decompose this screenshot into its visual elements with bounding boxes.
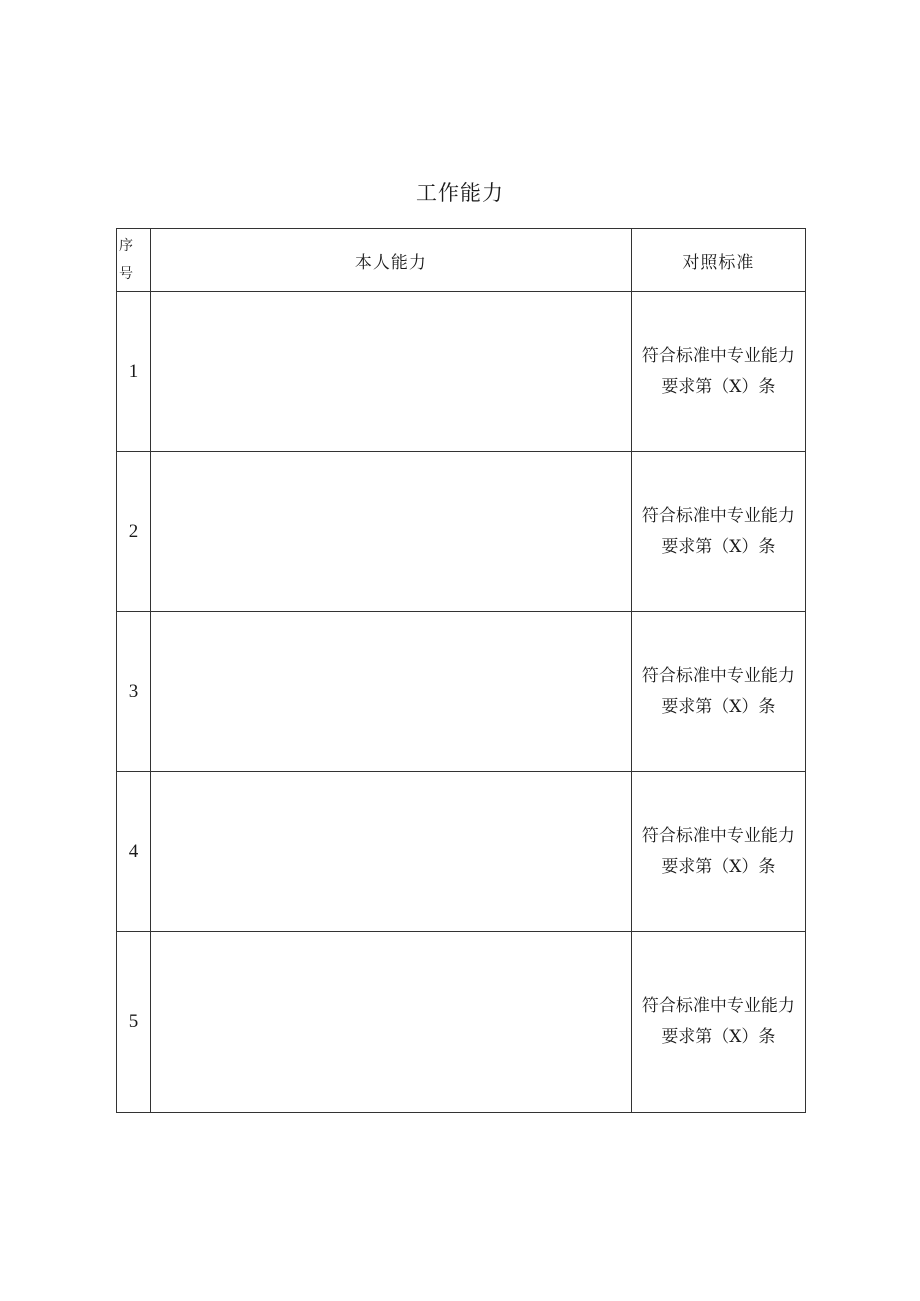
row-num-cell: 4 xyxy=(117,772,151,932)
header-num-line2: 号 xyxy=(119,266,133,282)
row-standard-cell xyxy=(631,452,805,612)
ability-table xyxy=(116,228,806,1113)
row-num-cell: 1 xyxy=(117,292,151,452)
header-ability-cell: 本人能力 xyxy=(151,229,632,292)
row-standard-line2: 要求第（X）条 xyxy=(661,536,776,557)
row-standard-line2: 要求第（X）条 xyxy=(661,696,776,717)
row-standard-line2: 要求第（X）条 xyxy=(661,376,776,397)
row-ability-cell[interactable] xyxy=(151,612,632,772)
row-standard-line1: 符合标准中专业能力 xyxy=(641,825,795,846)
row-standard-line1: 符合标准中专业能力 xyxy=(641,505,795,526)
row-ability-cell[interactable] xyxy=(151,772,632,932)
header-num-cell xyxy=(117,229,151,292)
row-standard-cell xyxy=(631,772,805,932)
row-ability-cell[interactable] xyxy=(151,932,632,1113)
row-standard-line2: 要求第（X）条 xyxy=(661,856,776,877)
row-standard-line1: 符合标准中专业能力 xyxy=(641,665,795,686)
table-row xyxy=(117,932,806,1113)
table-header-row xyxy=(117,229,806,292)
row-num-cell: 3 xyxy=(117,612,151,772)
table-row xyxy=(117,772,806,932)
row-standard-cell xyxy=(631,292,805,452)
row-num-cell: 2 xyxy=(117,452,151,612)
row-standard-line1: 符合标准中专业能力 xyxy=(641,996,795,1016)
row-standard-line2: 要求第（X）条 xyxy=(661,1027,776,1047)
table-row xyxy=(117,452,806,612)
row-num-cell: 5 xyxy=(117,932,151,1113)
header-standard-cell: 对照标准 xyxy=(631,229,805,292)
table-row xyxy=(117,612,806,772)
row-ability-cell[interactable] xyxy=(151,452,632,612)
row-ability-cell[interactable] xyxy=(151,292,632,452)
page-title: 工作能力 xyxy=(416,181,504,205)
row-standard-line1: 符合标准中专业能力 xyxy=(641,345,795,366)
row-standard-cell xyxy=(631,612,805,772)
table-row xyxy=(117,292,806,452)
row-standard-cell xyxy=(631,932,805,1113)
header-num-line1: 序 xyxy=(119,238,133,254)
